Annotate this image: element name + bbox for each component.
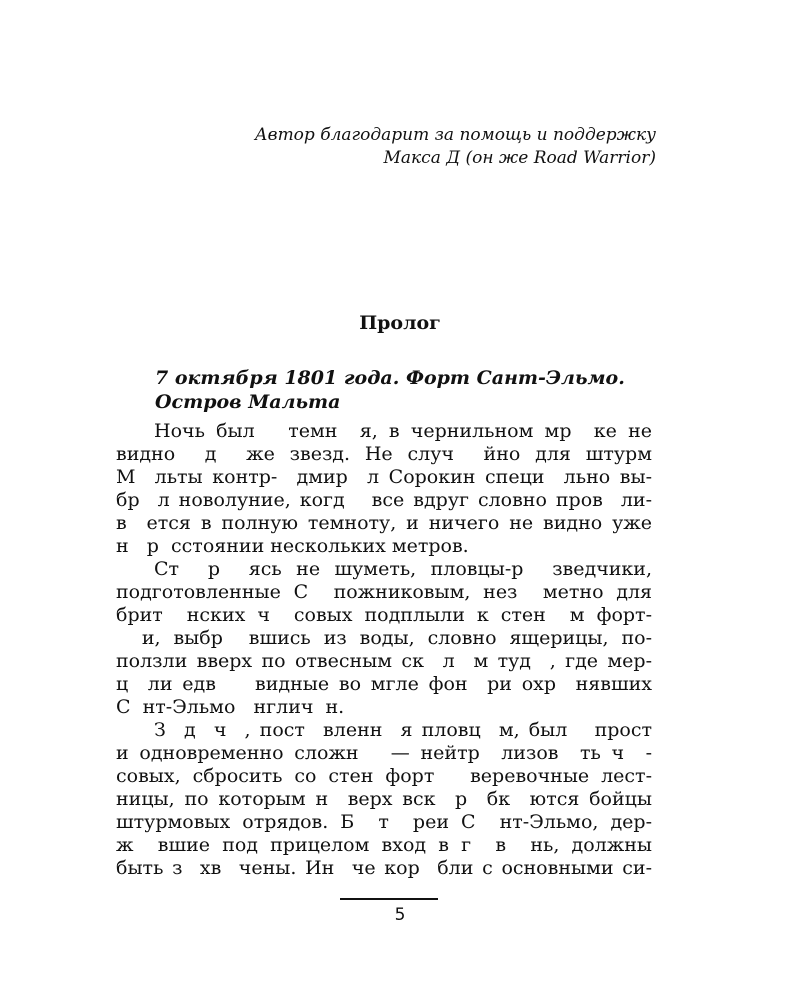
text-line: подготовленные С пожниковым, нез метно для [116,581,652,603]
text-line: н р сстоянии нескольких метров. [116,535,469,557]
text-line: ползли вверх по отвесным ск л м туд , где мер- [116,650,652,672]
dedication-line-1: Автор благодарит за помощь и поддержку [254,125,656,145]
dedication [255,124,656,170]
text-line: и, выбр вшись из воды, словно ящерицы, по- [116,627,652,649]
text-line: ж вшие под прицелом вход в г в нь, должны [116,834,652,856]
subheading-line-1: 7 октября 1801 года. Форт Сант-Эльмо. [155,367,625,389]
body-text [116,420,652,880]
text-line: бр л новолуние, когд все вдруг словно пров ли- [116,489,652,511]
text-line: ницы, по которым н верх вск р бк ются бойцы [116,788,652,810]
footer-rule [340,898,438,900]
text-line: и одновременно сложн — нейтр лизов ть ч - [116,742,652,764]
text-line: видно д же звезд. Не случ йно для штурм [116,443,652,465]
text-line: в ется в полную темноту, и ничего не видно уже [116,512,652,534]
text-line: штурмовых отрядов. Б т реи С нт-Эльмо, дер- [116,811,652,833]
text-line: М льты контр- дмир л Сорокин специ льно вы- [116,466,652,488]
page-number: 5 [394,905,406,925]
chapter-subheading [155,366,625,414]
text-line: Ст р ясь не шуметь, пловцы-р зведчики, [154,558,652,580]
text-line: совых, сбросить со стен форт веревочные лест- [116,765,652,787]
subheading-line-2: Остров Мальта [155,391,341,413]
chapter-title: Пролог [359,312,441,334]
text-line: быть з хв чены. Ин че кор бли с основными си- [116,857,652,879]
text-line: брит нских ч совых подплыли к стен м форт- [116,604,652,626]
text-line: З д ч , пост вленн я пловц м, был прост [154,719,652,741]
text-line: С нт-Эльмо нглич н. [116,696,345,718]
text-line: ц ли едв видные во мгле фон ри охр нявших [116,673,652,695]
dedication-line-2: Макса Д (он же Road Warrior) [383,148,656,168]
text-line: Ночь был темн я, в чернильном мр ке не [154,420,652,442]
